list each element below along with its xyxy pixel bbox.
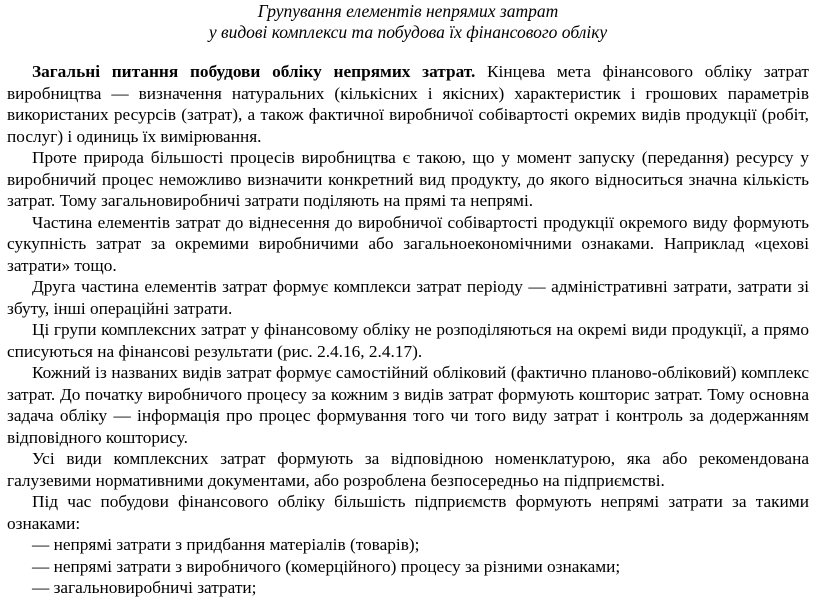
list-item: — загальновиробничі затрати; — [32, 578, 257, 597]
paragraph: Під час побудови фінансового обліку більшість підприємств формують непрямі затрати за такими ознаками: — [7, 492, 809, 533]
paragraph: Ці групи комплексних затрат у фінансовому обліку не розподіляються на окремі види продукції, а прямо списуються на фінансові результати (рис. 2.4.16, 2.4.17). — [7, 320, 809, 361]
list-item: — непрямі затрати з виробничого (комерційного) процесу за різними ознаками; — [32, 556, 621, 576]
intro-paragraph — [7, 61, 809, 147]
paragraph: Усі види комплексних затрат формують за відповідною номенклатурою, яка або рекомендована галузевими нормативними документами, або розроблена безпосередньо на підприємстві. — [7, 449, 809, 490]
paragraph: Проте природа більшості процесів виробництва є такою, що у момент запуску (передання) ресурсу у виробничий процес неможливо визначити конкретний вид продукту, до якого відноситься значна кількість затрат. Тому загальновиробничі затрати поділяють на прямі та непрямі. — [7, 148, 809, 210]
title-line-1: Групування елементів непрямих затрат — [257, 1, 559, 21]
paragraph: Частина елементів затрат до віднесення до виробничої собівартості продукції окремого виду формують сукупність затрат за окремими виробничими або загальноекономічними ознаками. Наприклад «цехові затрати» тощо. — [7, 212, 809, 275]
intro-text: Кінцева мета фінансового обліку затрат виробництва — визначення натуральних (кількісних і якісних) характеристик і грошових параметрів використаних ресурсів (затрат), а також фактичної виробничої собівартості окремих видів продукції (робіт, послуг) і одиниць їх вимірювання. — [7, 62, 809, 146]
paragraph: Друга частина елементів затрат формує комплекси затрат періоду — адміністративні затрати, затрати зі збуту, інші операційні затрати. — [7, 277, 809, 318]
title-block — [7, 1, 809, 43]
title-line-2: у видові комплекси та побудова їх фінансового обліку — [208, 22, 608, 42]
paragraph: Кожний із названих видів затрат формує самостійний обліковий (фактично планово-обліковий) комплекс затрат. До початку виробничого процесу за кожним з видів затрат формують кошторис затрат. Тому основна задача обліку — інформація про процес формування того чи того виду затрат і контроль за додержанням відповідного кошторису. — [7, 363, 809, 447]
list-item: — непрямі затрати з придбання матеріалів (товарів); — [32, 535, 420, 554]
intro-heading: Загальні питання побудови обліку непрямих затрат. — [32, 62, 476, 81]
